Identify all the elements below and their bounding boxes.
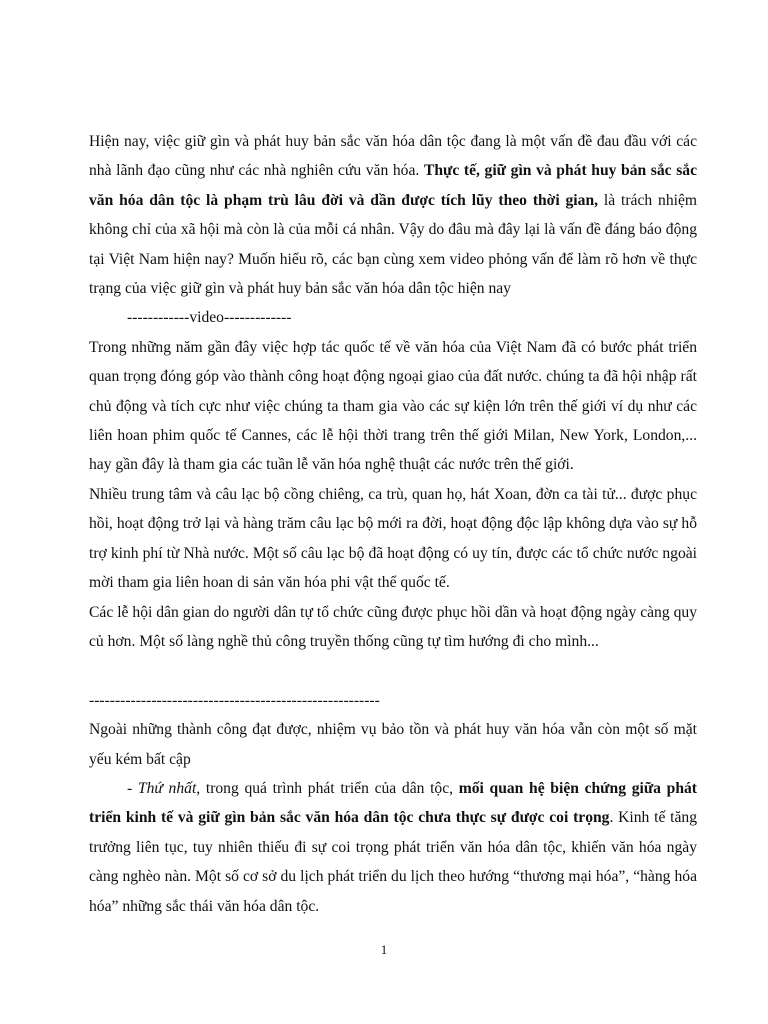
first-point-bold-statement: mối quan hệ biện chứng giữa phát triển kinh tế và giữ gìn bản sắc văn hóa dân tộc chưa thực sự được coi trọng (89, 779, 698, 827)
first-point-text-start: trong quá trình phát triển của dân tộc, (200, 779, 459, 797)
intro-bold-statement: Thực tế, giữ gìn và phát huy bản sắc sắc văn hóa dân tộc là phạm trù lâu đời và dần được tích lũy theo thời gian, (89, 162, 698, 209)
first-point-dash: - (127, 779, 138, 797)
blank-line (89, 656, 697, 685)
paragraph-clubs-restored: Nhiều trung tâm và câu lạc bộ cồng chiêng, ca trù, quan họ, hát Xoan, đờn ca tài tử... được phục hồi, hoạt động trở lại và hàng trăm câu lạc bộ mới ra đời, hoạt động độc lập không dựa vào sự hỗ trợ kinh phí từ Nhà nước. Một số câu lạc bộ đã hoạt động có uy tín, được các tổ chức nước ngoài mời tham gia liên hoan di sản văn hóa phi vật thể quốc tế. (89, 485, 697, 592)
first-point-italic-label: Thứ nhất, (137, 779, 201, 797)
document-body (89, 127, 697, 921)
paragraph-intro (89, 127, 697, 303)
dash-separator: -------------------------------------------------------- (89, 691, 380, 709)
video-separator: ------------video------------- (127, 309, 292, 327)
paragraph-international-cooperation: Trong những năm gần đây việc hợp tác quốc tế về văn hóa của Việt Nam đã có bước phát triển quan trọng đóng góp vào thành công hoạt động ngoại giao của đất nước. chúng ta đã hội nhập rất chủ động và tích cực như việc chúng ta tham gia vào các sự kiện lớn trên thế giới ví dụ như các liên hoan phim quốc tế Cannes, các lễ hội thời trang trên thế giới Milan, New York, London,... hay gần đây là tham gia các tuần lễ văn hóa nghệ thuật các nước trên thế giới. (89, 338, 697, 474)
page-number: 1 (380, 942, 388, 957)
intro-text-end: là trách nhiệm không chỉ của xã hội mà còn là của mỗi cá nhân. Vậy do đâu mà đây lại là vấn đề đáng báo động tại Việt Nam hiện nay? Muốn hiểu rõ, các bạn cùng xem video phỏng vấn để làm rõ hơn về thực trạng của việc giữ gìn và phát huy bản sắc văn hóa dân tộc hiện nay (89, 191, 697, 298)
paragraph-folk-festivals: Các lễ hội dân gian do người dân tự tổ chức cũng được phục hồi dần và hoạt động ngày càng quy củ hơn. Một số làng nghề thủ công truyền thống cũng tự tìm hướng đi cho mình... (89, 603, 697, 650)
first-point-text-end: . Kinh tế tăng trưởng liên tục, tuy nhiên thiếu đi sự coi trọng phát triển văn hóa dân tộc, khiến văn hóa ngày càng nghèo nàn. Một số cơ sở du lịch phát triển du lịch theo hướng “thương mại hóa”, “hàng hóa hóa” những sắc thái văn hóa dân tộc. (89, 809, 697, 915)
intro-text-start: Hiện nay, việc giữ gìn và phát huy bản sắc văn hóa dân tộc đang là một vấn đề đau đầu với các nhà lãnh đạo cũng như các nhà nghiên cứu văn hóa. (89, 133, 697, 180)
paragraph-shortcomings: Ngoài những thành công đạt được, nhiệm vụ bảo tồn và phát huy văn hóa vẫn còn một số mặt yếu kém bất cập (89, 721, 697, 768)
paragraph-first-point (89, 774, 697, 921)
